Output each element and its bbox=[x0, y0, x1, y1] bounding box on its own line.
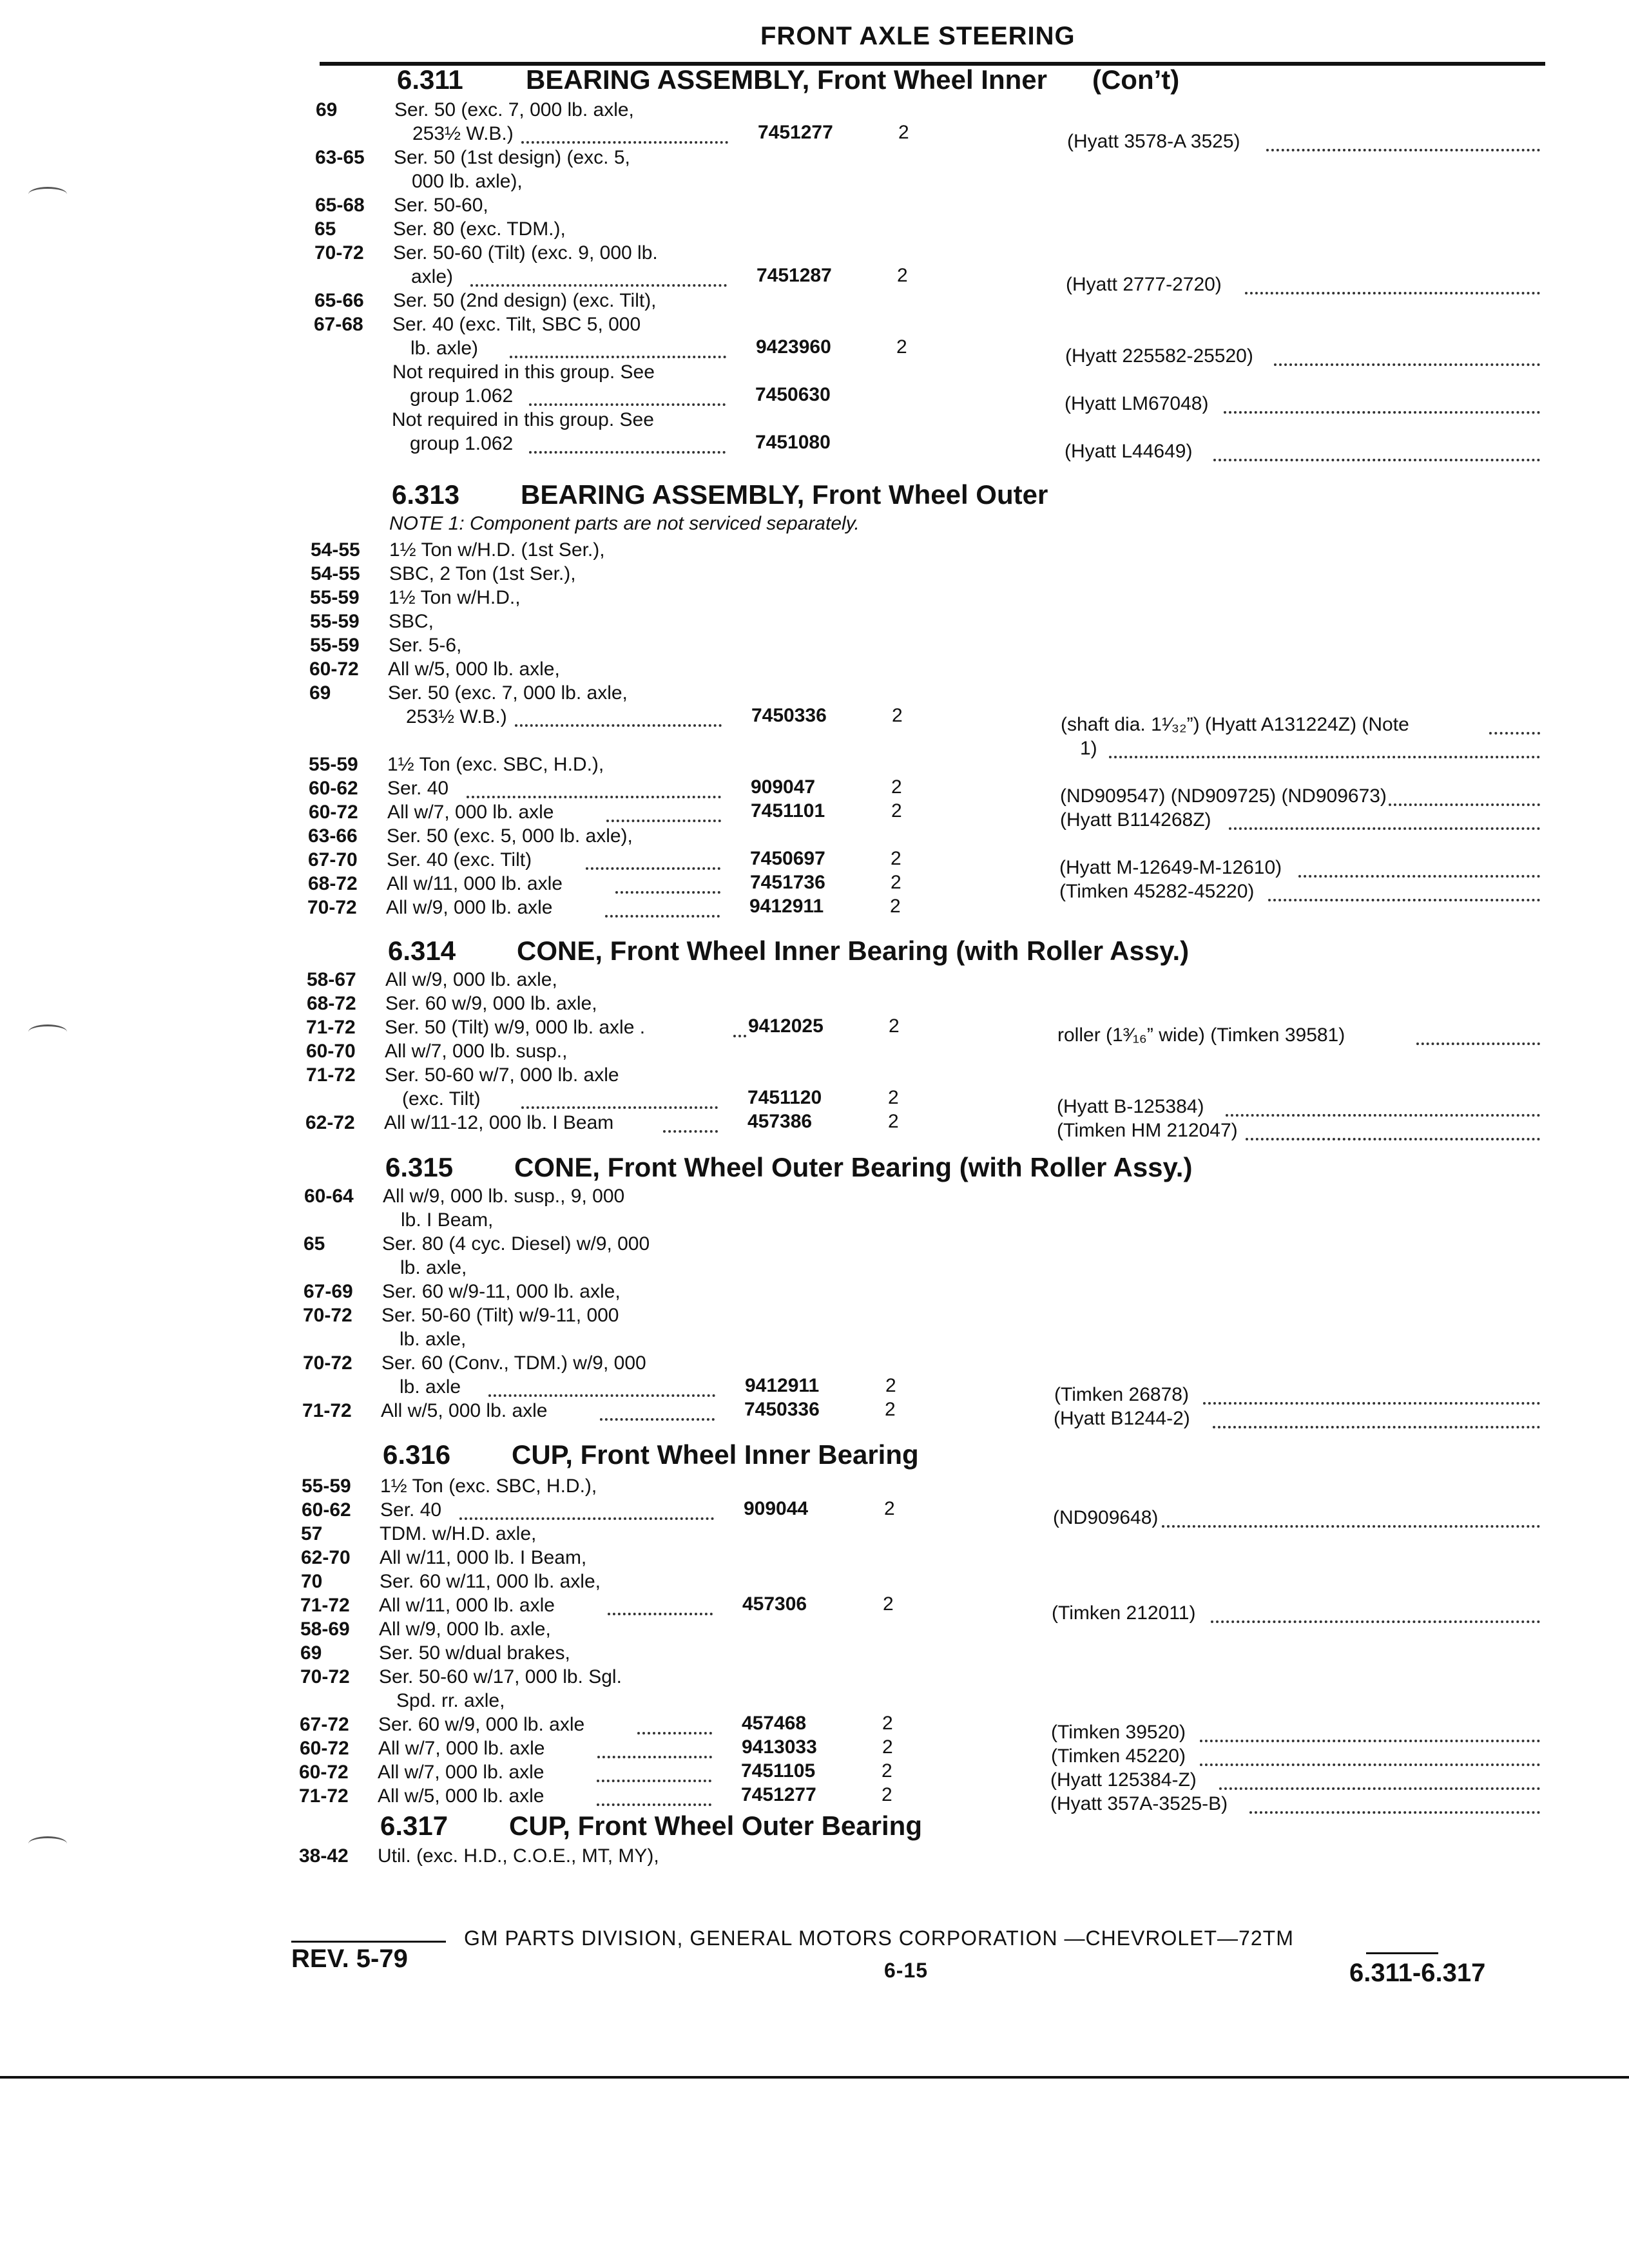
model-years: 69 bbox=[300, 1642, 322, 1664]
quantity: 2 bbox=[885, 1399, 896, 1420]
part-number: 7450697 bbox=[750, 848, 825, 869]
leader-dots bbox=[529, 403, 726, 406]
section-number: 6.317 bbox=[380, 1811, 448, 1841]
leader-dots bbox=[1489, 732, 1540, 735]
application-description: All w/5, 000 lb. axle, bbox=[388, 658, 560, 680]
application-description: All w/9, 000 lb. axle, bbox=[379, 1619, 551, 1640]
quantity: 2 bbox=[891, 800, 902, 822]
model-years: 55-59 bbox=[309, 754, 358, 775]
application-description: Ser. 60 w/9, 000 lb. axle bbox=[378, 1714, 585, 1735]
quantity: 2 bbox=[885, 1375, 896, 1396]
part-number: 7451120 bbox=[747, 1087, 822, 1108]
interchange-remark: (Hyatt LM67048) bbox=[1065, 393, 1209, 414]
leader-dots bbox=[733, 1035, 746, 1037]
part-number: 9412911 bbox=[749, 896, 824, 917]
model-years: 57 bbox=[301, 1523, 323, 1544]
leader-dots bbox=[1298, 875, 1541, 878]
interchange-remark: (Hyatt B114268Z) bbox=[1060, 809, 1211, 831]
application-description: 1½ Ton w/H.D., bbox=[389, 587, 521, 608]
application-description: Ser. 50 (exc. 5, 000 lb. axle), bbox=[387, 825, 633, 847]
quantity: 2 bbox=[882, 1760, 892, 1782]
model-years: 70-72 bbox=[300, 1666, 350, 1687]
section-title: BEARING ASSEMBLY, Front Wheel Outer bbox=[521, 479, 1048, 510]
application-description: lb. axle, bbox=[400, 1329, 467, 1350]
interchange-remark: (Timken 45220) bbox=[1051, 1745, 1186, 1767]
section-continued: (Con’t) bbox=[1092, 64, 1180, 95]
leader-dots bbox=[1203, 1402, 1540, 1405]
margin-mark bbox=[28, 187, 67, 202]
interchange-remark: (Hyatt B1244-2) bbox=[1054, 1408, 1190, 1429]
model-years: 67-72 bbox=[300, 1714, 349, 1735]
section-number: 6.313 bbox=[392, 479, 460, 510]
page-bottom-rule bbox=[0, 2076, 1629, 2079]
application-description: Ser. 60 w/11, 000 lb. axle, bbox=[380, 1571, 601, 1592]
model-years: 54-55 bbox=[311, 563, 360, 584]
footer-page-number: 6-15 bbox=[884, 1959, 929, 1982]
quantity: 2 bbox=[882, 1736, 893, 1758]
interchange-remark: (ND909547) (ND909725) (ND909673) bbox=[1060, 785, 1387, 807]
application-description: Ser. 80 (4 cyc. Diesel) w/9, 000 bbox=[382, 1233, 650, 1254]
model-years: 70-72 bbox=[303, 1305, 352, 1326]
part-number: 7451736 bbox=[750, 872, 825, 893]
application-description: lb. axle) bbox=[410, 338, 479, 359]
quantity: 2 bbox=[892, 705, 903, 726]
part-number: 7450336 bbox=[744, 1399, 820, 1420]
application-description: Ser. 5-6, bbox=[389, 635, 462, 656]
model-years: 60-70 bbox=[306, 1041, 356, 1062]
part-number: 7451277 bbox=[758, 122, 833, 143]
footer-left-rule bbox=[291, 1941, 446, 1943]
application-description: All w/9, 000 lb. axle, bbox=[385, 969, 557, 990]
section-heading bbox=[380, 1811, 922, 1841]
section-heading bbox=[388, 936, 1189, 966]
application-description: axle) bbox=[411, 266, 454, 287]
application-description: Ser. 80 (exc. TDM.), bbox=[393, 218, 566, 240]
leader-dots bbox=[615, 891, 720, 894]
application-description: group 1.062 bbox=[410, 433, 514, 454]
model-years: 68-72 bbox=[307, 993, 356, 1014]
model-years: 60-62 bbox=[309, 778, 358, 799]
model-years: 60-62 bbox=[302, 1499, 351, 1521]
quantity: 2 bbox=[897, 265, 908, 286]
leader-dots bbox=[467, 796, 722, 798]
interchange-remark: (Hyatt 225582-25520) bbox=[1065, 345, 1253, 367]
model-years: 65 bbox=[314, 218, 336, 240]
application-description: Ser. 50 (Tilt) w/9, 000 lb. axle . bbox=[385, 1017, 646, 1038]
model-years: 69 bbox=[316, 99, 338, 120]
section-number: 6.314 bbox=[388, 936, 456, 966]
application-description: Ser. 50-60 (Tilt) (exc. 9, 000 lb. bbox=[393, 242, 658, 264]
part-number: 9413033 bbox=[742, 1736, 817, 1758]
model-years: 67-70 bbox=[308, 849, 358, 870]
model-years: 71-72 bbox=[306, 1017, 356, 1038]
model-years: 60-72 bbox=[309, 802, 358, 823]
application-description: Ser. 50 (exc. 7, 000 lb. axle, bbox=[394, 99, 634, 120]
leader-dots bbox=[470, 284, 728, 287]
model-years: 71-72 bbox=[299, 1785, 349, 1807]
margin-mark bbox=[28, 1024, 67, 1039]
part-number: 7451105 bbox=[741, 1760, 816, 1782]
leader-dots bbox=[1389, 803, 1540, 806]
application-description: Ser. 60 (Conv., TDM.) w/9, 000 bbox=[381, 1352, 646, 1374]
leader-dots bbox=[1219, 1787, 1540, 1790]
part-number: 457306 bbox=[742, 1593, 807, 1615]
application-description: Ser. 40 bbox=[387, 778, 449, 799]
model-years: 71-72 bbox=[302, 1400, 352, 1421]
model-years: 60-64 bbox=[304, 1186, 354, 1207]
leader-dots bbox=[663, 1130, 718, 1133]
application-description: Ser. 50-60 (Tilt) w/9-11, 000 bbox=[381, 1305, 619, 1326]
application-description: lb. axle, bbox=[400, 1257, 467, 1278]
section-title: CONE, Front Wheel Inner Bearing (with Roller Assy.) bbox=[517, 936, 1190, 966]
application-description: lb. axle bbox=[400, 1376, 461, 1398]
interchange-remark: roller (1³⁄₁₆” wide) (Timken 39581) bbox=[1057, 1024, 1345, 1046]
model-years: 38-42 bbox=[299, 1845, 349, 1867]
quantity: 2 bbox=[898, 122, 909, 143]
part-number: 9423960 bbox=[756, 336, 831, 358]
part-number: 909044 bbox=[744, 1498, 809, 1519]
application-description: Util. (exc. H.D., C.O.E., MT, MY), bbox=[378, 1845, 659, 1867]
application-description: Not required in this group. See bbox=[392, 361, 655, 383]
application-description: Ser. 40 (exc. Tilt, SBC 5, 000 bbox=[392, 314, 641, 335]
interchange-remark: (Hyatt 2777-2720) bbox=[1066, 274, 1222, 295]
footer-right-rule bbox=[1366, 1952, 1438, 1954]
application-description: All w/11, 000 lb. axle bbox=[387, 873, 563, 894]
interchange-remark: (Hyatt M-12649-M-12610) bbox=[1059, 857, 1282, 878]
interchange-remark: (Timken 212011) bbox=[1052, 1602, 1196, 1624]
leader-dots bbox=[608, 1613, 713, 1615]
quantity: 2 bbox=[891, 848, 901, 869]
interchange-remark: (shaft dia. 1¹⁄₃₂”) (Hyatt A131224Z) (Note bbox=[1061, 714, 1409, 735]
quantity: 2 bbox=[889, 1015, 900, 1037]
application-description: Ser. 40 bbox=[380, 1499, 442, 1521]
part-number: 9412911 bbox=[745, 1375, 820, 1396]
leader-dots bbox=[1200, 1740, 1540, 1742]
section-number: 6.315 bbox=[385, 1152, 454, 1182]
quantity: 2 bbox=[888, 1087, 899, 1108]
application-description: SBC, bbox=[389, 611, 434, 632]
interchange-remark: (Timken 39520) bbox=[1051, 1722, 1186, 1743]
leader-dots bbox=[1213, 1426, 1541, 1428]
model-years: 65-68 bbox=[315, 195, 365, 216]
quantity: 2 bbox=[883, 1593, 894, 1615]
application-description: Ser. 50 (exc. 7, 000 lb. axle, bbox=[388, 682, 628, 704]
model-years: 60-72 bbox=[299, 1762, 349, 1783]
model-years: 69 bbox=[309, 682, 331, 704]
application-description: All w/11, 000 lb. axle bbox=[379, 1595, 555, 1616]
leader-dots bbox=[1109, 756, 1540, 758]
model-years: 62-72 bbox=[305, 1112, 355, 1133]
model-years: 60-72 bbox=[309, 658, 359, 680]
section-title: CONE, Front Wheel Outer Bearing (with Roller Assy.) bbox=[514, 1152, 1193, 1182]
quantity: 2 bbox=[896, 336, 907, 358]
application-description: Ser. 60 w/9-11, 000 lb. axle, bbox=[382, 1281, 621, 1302]
quantity: 2 bbox=[888, 1111, 899, 1132]
interchange-remark: (Hyatt 125384-Z) bbox=[1050, 1769, 1197, 1791]
model-years: 65 bbox=[304, 1233, 325, 1254]
application-description: All w/9, 000 lb. axle bbox=[386, 897, 553, 918]
leader-dots bbox=[515, 724, 722, 727]
application-description: Ser. 60 w/9, 000 lb. axle, bbox=[385, 993, 597, 1014]
section-heading bbox=[392, 479, 1048, 510]
leader-dots bbox=[605, 915, 720, 918]
section-number: 6.316 bbox=[383, 1439, 451, 1470]
leader-dots bbox=[510, 356, 727, 358]
part-number: 457468 bbox=[742, 1713, 807, 1734]
model-years: 54-55 bbox=[311, 539, 360, 561]
leader-dots bbox=[586, 867, 721, 870]
model-years: 63-65 bbox=[315, 147, 365, 168]
model-years: 58-67 bbox=[307, 969, 356, 990]
application-description: All w/11, 000 lb. I Beam, bbox=[380, 1547, 587, 1568]
application-description: 1½ Ton w/H.D. (1st Ser.), bbox=[389, 539, 605, 561]
application-description: Ser. 50-60 w/7, 000 lb. axle bbox=[385, 1064, 619, 1086]
application-description: Ser. 50-60, bbox=[394, 195, 488, 216]
model-years: 55-59 bbox=[302, 1475, 351, 1497]
application-description: TDM. w/H.D. axle, bbox=[380, 1523, 537, 1544]
interchange-remark: (Timken 26878) bbox=[1054, 1384, 1189, 1405]
application-description: SBC, 2 Ton (1st Ser.), bbox=[389, 563, 576, 584]
leader-dots bbox=[1224, 411, 1541, 414]
part-number: 909047 bbox=[751, 776, 816, 798]
section-heading bbox=[383, 1439, 919, 1470]
model-years: 71-72 bbox=[300, 1595, 350, 1616]
model-years: 60-72 bbox=[300, 1738, 349, 1759]
leader-dots bbox=[459, 1517, 715, 1520]
leader-dots bbox=[1268, 899, 1540, 901]
leader-dots bbox=[606, 820, 722, 822]
model-years: 55-59 bbox=[310, 635, 360, 656]
model-years: 71-72 bbox=[306, 1064, 356, 1086]
quantity: 2 bbox=[890, 896, 901, 917]
application-description: (exc. Tilt) bbox=[402, 1088, 481, 1110]
section-number: 6.311 bbox=[397, 64, 463, 95]
quantity: 2 bbox=[882, 1713, 893, 1734]
model-years: 65-66 bbox=[314, 290, 364, 311]
application-description: 1½ Ton (exc. SBC, H.D.), bbox=[387, 754, 604, 775]
model-years: 58-69 bbox=[300, 1619, 350, 1640]
application-description: group 1.062 bbox=[410, 385, 514, 407]
leader-dots bbox=[1213, 459, 1540, 461]
interchange-remark: (Timken 45282-45220) bbox=[1059, 881, 1255, 902]
application-description: Spd. rr. axle, bbox=[396, 1690, 505, 1711]
part-number: 7451101 bbox=[751, 800, 825, 822]
application-description: All w/7, 000 lb. axle bbox=[387, 802, 554, 823]
leader-dots bbox=[597, 1756, 713, 1758]
quantity: 2 bbox=[884, 1498, 895, 1519]
application-description: Ser. 50 (1st design) (exc. 5, bbox=[394, 147, 630, 168]
footer-range: 6.311-6.317 bbox=[1349, 1959, 1486, 1987]
section-heading bbox=[397, 64, 1179, 95]
application-description: 253½ W.B.) bbox=[412, 123, 514, 144]
footer-revision: REV. 5-79 bbox=[291, 1945, 408, 1973]
quantity: 2 bbox=[891, 776, 902, 798]
model-years: 70-72 bbox=[314, 242, 364, 264]
model-years: 70-72 bbox=[307, 897, 357, 918]
application-description: Not required in this group. See bbox=[392, 409, 654, 430]
model-years: 63-66 bbox=[308, 825, 358, 847]
section-title: CUP, Front Wheel Inner Bearing bbox=[512, 1439, 919, 1470]
leader-dots bbox=[1416, 1043, 1541, 1045]
leader-dots bbox=[597, 1803, 712, 1806]
leader-dots bbox=[1245, 292, 1541, 294]
section-title: CUP, Front Wheel Outer Bearing bbox=[509, 1811, 922, 1841]
section-title: BEARING ASSEMBLY, Front Wheel Inner bbox=[526, 64, 1047, 95]
application-description: All w/7, 000 lb. susp., bbox=[385, 1041, 568, 1062]
section-note: NOTE 1: Component parts are not serviced separately. bbox=[389, 513, 860, 534]
model-years: 70-72 bbox=[303, 1352, 352, 1374]
part-number: 7451287 bbox=[757, 265, 832, 286]
application-description: All w/7, 000 lb. axle bbox=[378, 1762, 545, 1783]
model-years: 62-70 bbox=[301, 1547, 351, 1568]
leader-dots bbox=[1226, 1114, 1540, 1117]
quantity: 2 bbox=[882, 1784, 892, 1805]
leader-dots bbox=[521, 1106, 718, 1109]
leader-dots bbox=[637, 1732, 713, 1735]
leader-dots bbox=[600, 1418, 715, 1421]
leader-dots bbox=[1229, 827, 1540, 830]
model-years: 70 bbox=[301, 1571, 323, 1592]
part-number: 7450336 bbox=[751, 705, 827, 726]
interchange-remark: 1) bbox=[1080, 738, 1097, 759]
leader-dots bbox=[1266, 149, 1541, 151]
leader-dots bbox=[1162, 1525, 1540, 1528]
section-heading bbox=[385, 1152, 1192, 1183]
application-description: All w/5, 000 lb. axle bbox=[378, 1785, 545, 1807]
interchange-remark: (Timken HM 212047) bbox=[1057, 1120, 1238, 1141]
leader-dots bbox=[529, 451, 726, 454]
model-years: 67-68 bbox=[314, 314, 363, 335]
part-number: 7450630 bbox=[755, 384, 831, 405]
application-description: Ser. 40 (exc. Tilt) bbox=[387, 849, 532, 870]
application-description: 000 lb. axle), bbox=[412, 171, 523, 192]
interchange-remark: (Hyatt L44649) bbox=[1065, 441, 1193, 462]
application-description: Ser. 50 w/dual brakes, bbox=[379, 1642, 570, 1664]
application-description: All w/5, 000 lb. axle bbox=[381, 1400, 548, 1421]
leader-dots bbox=[521, 141, 728, 144]
interchange-remark: (Hyatt 3578-A 3525) bbox=[1067, 131, 1240, 152]
quantity: 2 bbox=[891, 872, 901, 893]
part-number: 7451277 bbox=[741, 1784, 816, 1805]
application-description: Ser. 50 (2nd design) (exc. Tilt), bbox=[393, 290, 657, 311]
interchange-remark: (Hyatt 357A-3525-B) bbox=[1050, 1793, 1228, 1814]
application-description: All w/9, 000 lb. susp., 9, 000 bbox=[383, 1186, 625, 1207]
leader-dots bbox=[1200, 1763, 1540, 1766]
leader-dots bbox=[1249, 1811, 1541, 1814]
application-description: 1½ Ton (exc. SBC, H.D.), bbox=[380, 1475, 597, 1497]
footer-company: GM PARTS DIVISION, GENERAL MOTORS CORPORATION —CHEVROLET—72TM bbox=[464, 1927, 1294, 1950]
part-number: 457386 bbox=[747, 1111, 813, 1132]
model-years: 55-59 bbox=[310, 611, 360, 632]
interchange-remark: (Hyatt B-125384) bbox=[1057, 1096, 1204, 1117]
leader-dots bbox=[597, 1780, 712, 1782]
model-years: 55-59 bbox=[310, 587, 360, 608]
page-header: FRONT AXLE STEERING bbox=[760, 22, 1075, 50]
margin-mark bbox=[28, 1836, 67, 1851]
leader-dots bbox=[1246, 1138, 1540, 1140]
application-description: 253½ W.B.) bbox=[406, 706, 507, 727]
model-years: 67-69 bbox=[304, 1281, 353, 1302]
leader-dots bbox=[488, 1394, 715, 1397]
application-description: All w/11-12, 000 lb. I Beam bbox=[384, 1112, 614, 1133]
application-description: Ser. 50-60 w/17, 000 lb. Sgl. bbox=[379, 1666, 622, 1687]
application-description: All w/7, 000 lb. axle bbox=[378, 1738, 545, 1759]
model-years: 68-72 bbox=[308, 873, 358, 894]
leader-dots bbox=[1274, 363, 1540, 366]
leader-dots bbox=[1211, 1620, 1541, 1623]
part-number: 7451080 bbox=[755, 432, 831, 453]
part-number: 9412025 bbox=[748, 1015, 824, 1037]
interchange-remark: (ND909648) bbox=[1053, 1507, 1159, 1528]
application-description: lb. I Beam, bbox=[401, 1209, 494, 1231]
